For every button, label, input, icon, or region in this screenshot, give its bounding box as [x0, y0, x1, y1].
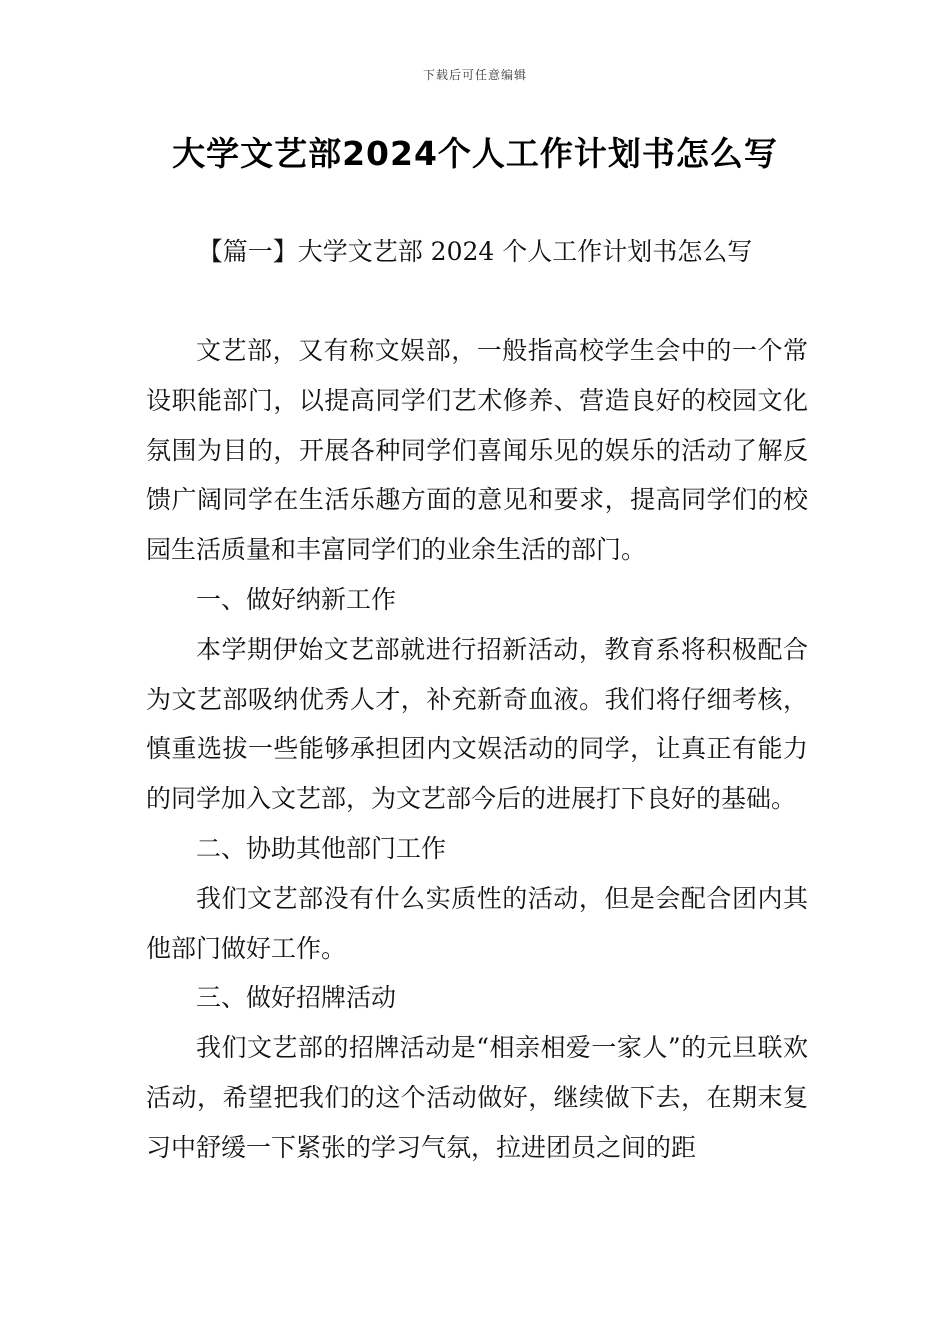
section-subtitle: 【篇一】大学文艺部 2024 个人工作计划书怎么写	[197, 237, 753, 266]
section-paragraph-2: 我们文艺部没有什么实质性的活动，但是会配合团内其他部门做好工作。	[146, 883, 808, 963]
section-heading-1: 一、做好纳新工作	[196, 584, 397, 614]
document-body	[146, 326, 808, 1173]
document-title: 大学文艺部2024个人工作计划书怎么写	[172, 134, 778, 173]
section-paragraph-3: 我们文艺部的招牌活动是“相亲相爱一家人”的元旦联欢活动，希望把我们的这个活动做好，继续做下去，在期末复习中舒缓一下紧张的学习气氛，拉进团员之间的距	[146, 1033, 808, 1162]
header-note: 下载后可任意编辑	[422, 68, 527, 82]
section-heading-3: 三、做好招牌活动	[196, 983, 397, 1013]
section-heading-2: 二、协助其他部门工作	[196, 833, 447, 863]
intro-paragraph: 文艺部，又有称文娱部，一般指高校学生会中的一个常设职能部门，以提高同学们艺术修养、营造良好的校园文化氛围为目的，开展各种同学们喜闻乐见的娱乐的活动了解反馈广阔同学在生活乐趣方面的意见和要求，提高同学们的校园生活质量和丰富同学们的业余生活的部门。	[146, 336, 808, 565]
section-paragraph-1: 本学期伊始文艺部就进行招新活动，教育系将积极配合为文艺部吸纳优秀人才，补充新奇血液。我们将仔细考核，慎重选拔一些能够承担团内文娱活动的同学，让真正有能力的同学加入文艺部，为文艺部今后的进展打下良好的基础。	[146, 634, 808, 814]
